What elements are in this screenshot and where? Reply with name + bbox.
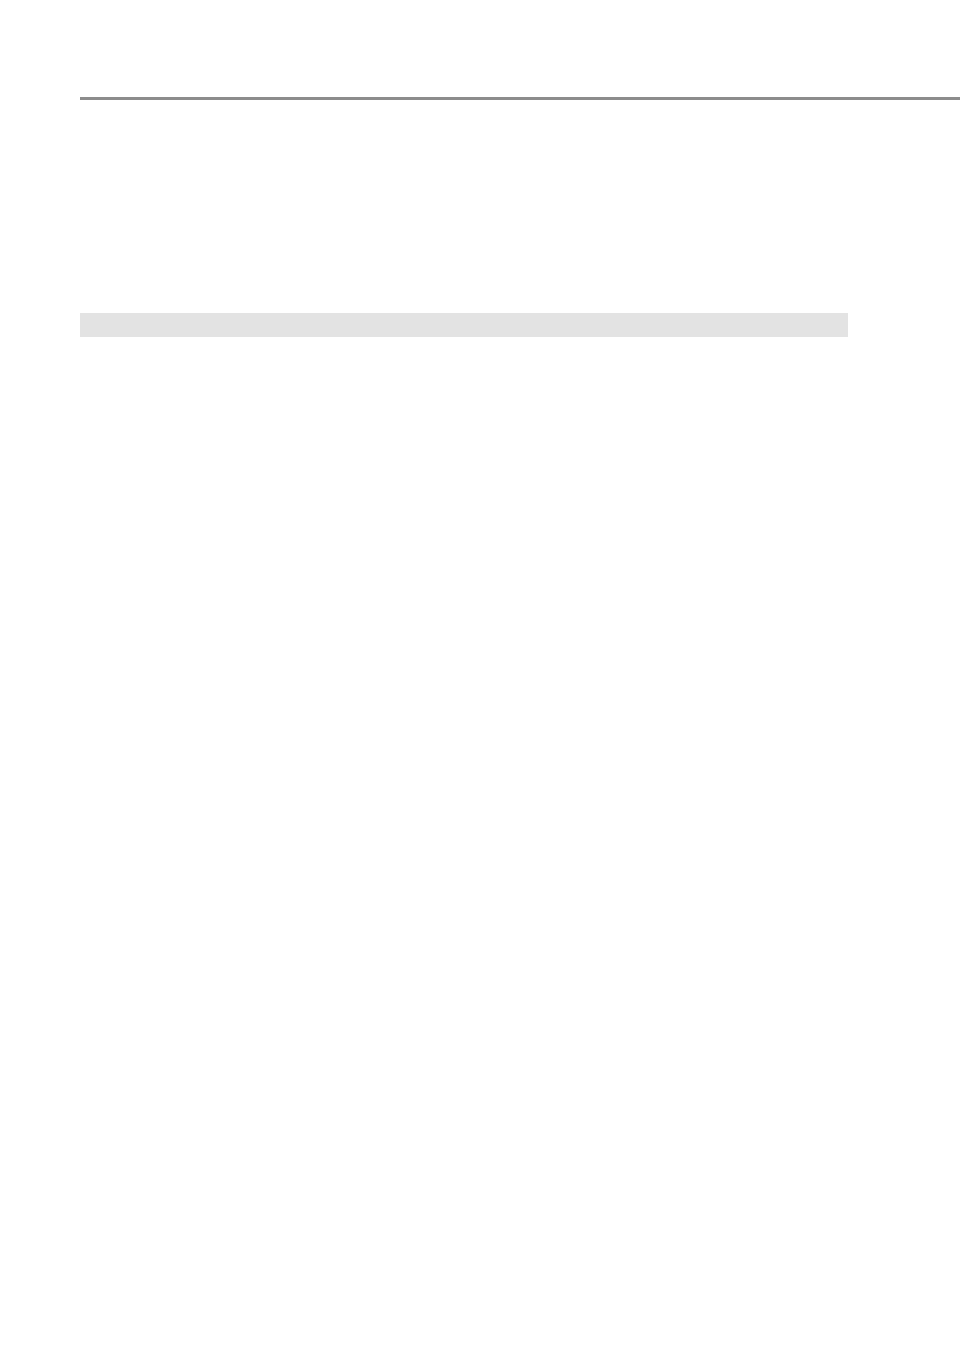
header-divider — [80, 97, 960, 100]
section-header-band — [80, 313, 848, 337]
